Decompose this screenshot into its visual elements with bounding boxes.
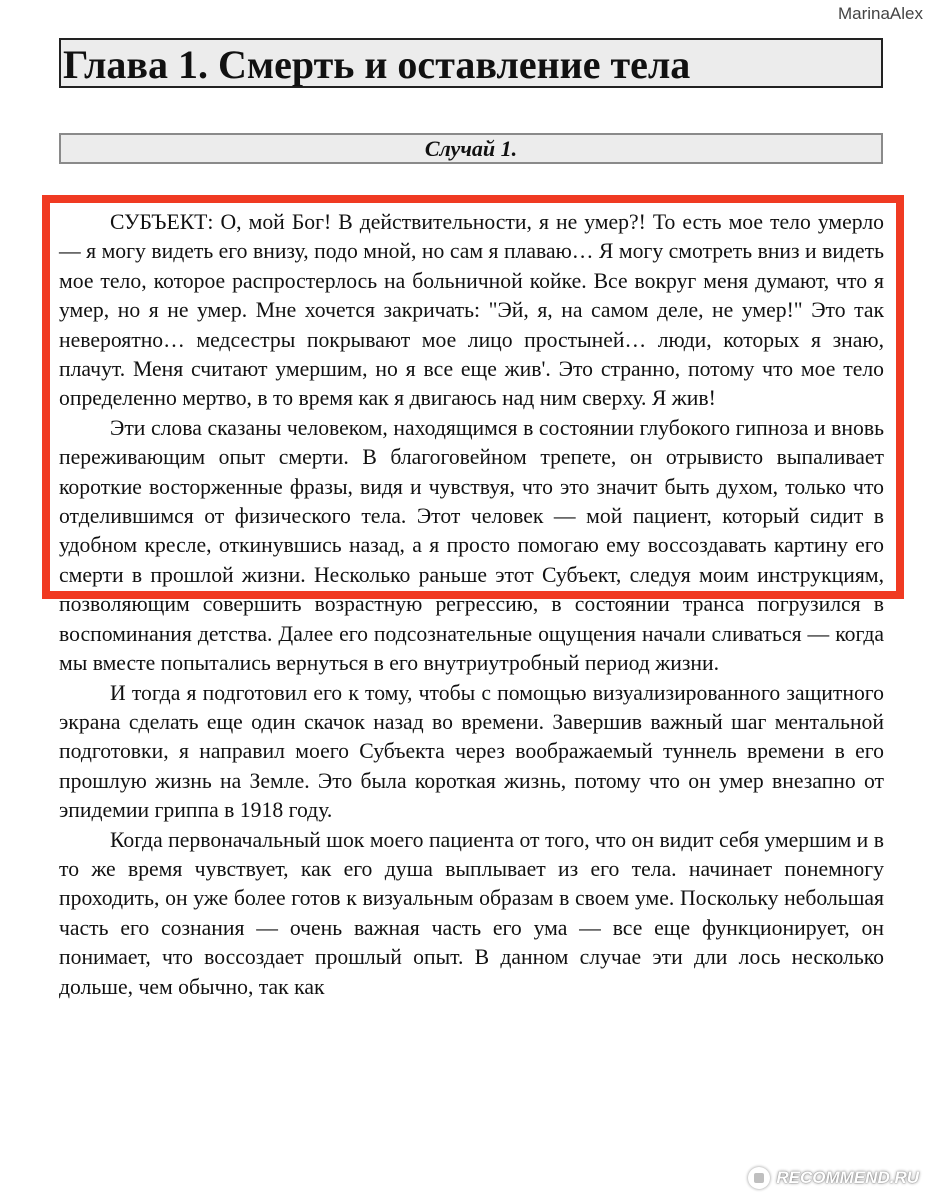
watermark-text: RECOMMEND.RU [776, 1168, 919, 1187]
case-title: Случай 1. [424, 136, 518, 161]
recommend-logo-icon [748, 1167, 770, 1189]
chapter-title: Глава 1. Смерть и оставление тела [63, 42, 691, 87]
paragraph-subject-quote: СУБЪЕКТ: О, мой Бог! В действительности, я не умер?! То есть мое тело умерло — я могу видеть его внизу, подо мной, но сам я плаваю… Я могу смотреть вниз и видеть мое тело, которое распростерлось на больничной койке. Все вокруг меня думают, что я умер, но я не умер. Мне хочется закричать: "Эй, я, на самом деле, не умер!" Это так невероятно… медсестры покрывают мое лицо простыней… люди, которых я знаю, плачут. Меня считают умершим, но я все еще жив'. Это странно, потому что мое тело определенно мертво, в то время как я двигаюсь над ним сверху. Я жив! [59, 210, 884, 411]
watermark [748, 1167, 919, 1189]
paragraph-time-tunnel: И тогда я подготовил его к тому, чтобы с помощью визуализированного защитного экрана сделать еще один скачок назад во времени. Завершив важный шаг ментальной подготовки, я направил моего Субъекта через воображаемый туннель времени в его прошлую жизнь на Земле. Это была короткая жизнь, потому что он умер внезапно от эпидемии гриппа в 1918 году. [59, 680, 884, 823]
username-label[interactable]: MarinaAlex [837, 4, 923, 23]
paragraph-initial-shock: Когда первоначальный шок моего пациента от того, что он видит себя умершим и в то же время чувствует, как его душа выплывает из его тела. начинает понемногу проходить, он уже более готов к визуальным образам в своем уме. Поскольку небольшая часть его сознания — очень важная часть его ума — все еще функционирует, он понимает, что воссоздает прошлый опыт. В данном случае эти дли лось несколько дольше, чем обычно, так как [59, 827, 884, 999]
chapter-heading-box [59, 38, 883, 88]
paragraph-hypnosis-description: Эти слова сказаны человеком, находящимся в состоянии глубокого гипноза и вновь переживающим опыт смерти. В благоговейном трепете, он отрывисто выпаливает короткие восторженные фразы, видя и чувствуя, что это значит быть духом, только что отделившимся от физического тела. Этот человек — мой пациент, который сидит в удобном кресле, откинувшись назад, а я просто помогаю ему воссоздавать картину его смерти в прошлой жизни. Несколько раньше этот Субъект, следуя моим инструкциям, позволяющим совершить возрастную регрессию, в состоянии транса погрузился в воспоминания детства. Далее его подсознательные ощущения начали сливаться — когда мы вместе попытались вернуться в его внутриутробный период жизни. [59, 415, 884, 676]
case-heading-box [59, 133, 883, 164]
document-body [59, 208, 884, 1002]
